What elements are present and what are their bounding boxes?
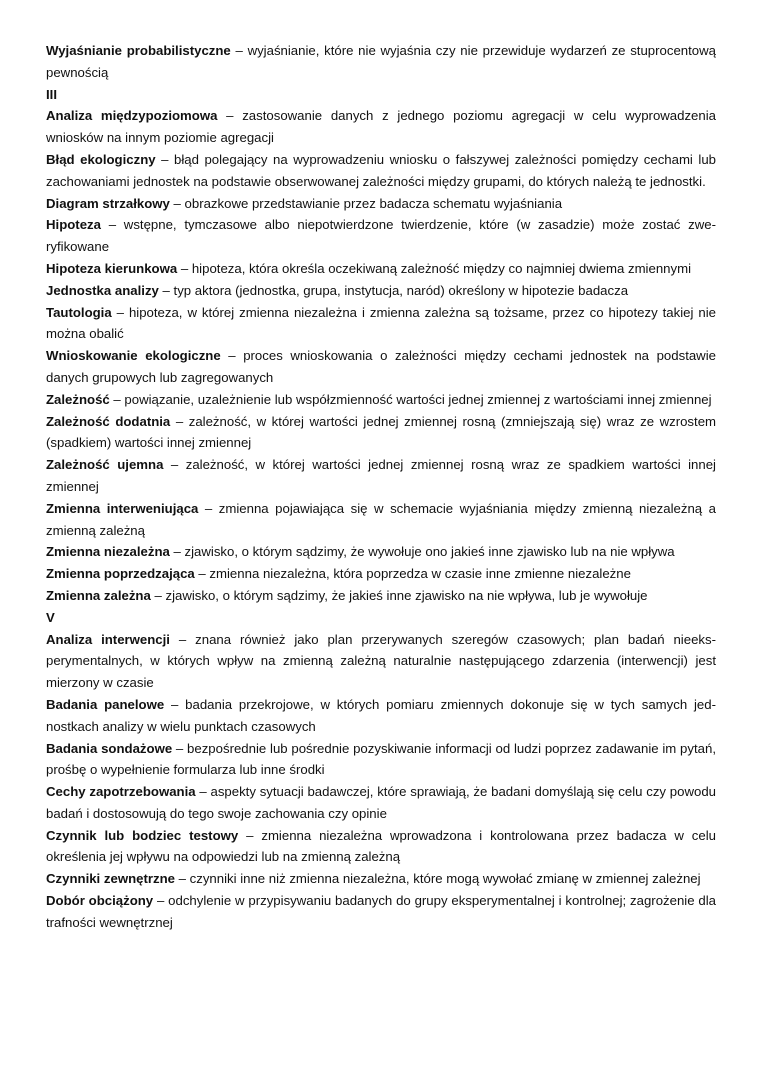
glossary-definition: – zależność, w której wartości jednej zmiennej rosną (zmniejszają się) wraz ze wzrostem (spadkiem) wartości innej zmiennej bbox=[46, 413, 717, 451]
glossary-entry bbox=[46, 214, 716, 258]
glossary-term: Jednostka analizy bbox=[46, 282, 159, 298]
glossary-definition: – zjawisko, o którym sądzimy, że wywołuje ono jakieś inne zjawisko lub na nie wpływa bbox=[169, 544, 675, 560]
glossary-entry bbox=[46, 280, 716, 302]
glossary-definition: – typ aktora (jednostka, grupa, instytucja, naród) określony w hipotezie badacza bbox=[158, 282, 629, 298]
glossary-term: Badania sondażowe bbox=[46, 740, 173, 756]
glossary-definition: – badania przekrojowe, w których pomiaru zmiennych dokonuje się w tych samych jednostkach analizy w wielu punktach czasowych bbox=[46, 696, 716, 734]
glossary-entry bbox=[46, 825, 716, 869]
glossary-definition: – hipoteza, która określa oczekiwaną zależność między co najmniej dwiema zmiennymi bbox=[177, 260, 691, 276]
glossary-term: Diagram strzałkowy bbox=[46, 195, 170, 211]
glossary-term: Zmienna interweniująca bbox=[46, 500, 199, 516]
glossary-term: Zmienna niezależna bbox=[46, 544, 170, 560]
glossary-entry bbox=[46, 193, 716, 215]
glossary-entry bbox=[46, 345, 716, 389]
glossary-definition: – powiązanie, uzależnienie lub współzmienność wartości jednej zmiennej z wartościami innej zmiennej bbox=[109, 391, 712, 407]
glossary-entry bbox=[46, 868, 716, 890]
glossary-entry bbox=[46, 781, 716, 825]
glossary-definition: – hipoteza, w której zmienna niezależna i zmienna zależna są tożsame, przez co hipotezy takiej nie można obalić bbox=[46, 304, 716, 342]
glossary-entry bbox=[46, 890, 716, 934]
glossary-term: Badania panelowe bbox=[46, 696, 165, 712]
glossary-term: Zmienna zależna bbox=[46, 587, 151, 603]
glossary-term: Zależność bbox=[46, 391, 110, 407]
glossary-page bbox=[46, 40, 716, 934]
glossary-definition: – błąd polegający na wyprowadzeniu wniosku o fałszywej zależności pomiędzy cechami lub zachowaniami jednostek na podstawie obserwowanej zależności między grupami, do których należą te jednostki. bbox=[46, 151, 716, 189]
glossary-term: Tautologia bbox=[46, 304, 112, 320]
glossary-definition: – obrazkowe przedstawianie przez badacza schematu wyjaśniania bbox=[169, 195, 563, 211]
glossary-term: Zmienna poprzedzająca bbox=[46, 566, 195, 582]
glossary-entry bbox=[46, 541, 716, 563]
glossary-definition: – wyjaśnianie, które nie wyjaśnia czy nie przewiduje wydarzeń ze stuprocentową pewnością bbox=[46, 43, 716, 80]
glossary-definition: – zmienna pojawiająca się w schemacie wyjaśniania między zmienną niezależną a zmienną zależną bbox=[46, 500, 716, 538]
glossary-term: Dobór obciążony bbox=[46, 893, 154, 909]
glossary-definition: – wstępne, tymczasowe albo niepotwierdzone twierdzenie, które (w zasadzie) może zostać zweryfikowane bbox=[46, 217, 716, 255]
glossary-entry bbox=[46, 629, 716, 694]
glossary-term: Cechy zapotrzebowania bbox=[46, 784, 196, 800]
glossary-definition: – zależność, w której wartości jednej zmiennej rosną wraz ze spadkiem wartości innej zmiennej bbox=[46, 457, 716, 494]
glossary-entry bbox=[46, 149, 716, 193]
glossary-term: Czynniki zewnętrzne bbox=[46, 871, 175, 887]
glossary-definition: – zmienna niezależna, która poprzedza w czasie inne zmienne niezależne bbox=[194, 566, 631, 582]
glossary-term: Błąd ekologiczny bbox=[46, 151, 156, 167]
glossary-entry bbox=[46, 411, 716, 455]
glossary-term: Hipoteza kierunkowa bbox=[46, 260, 178, 276]
glossary-definition: – czynniki inne niż zmienna niezależna, które mogą wywołać zmianę w zmiennej zależnej bbox=[174, 871, 701, 887]
glossary-term: Zależność ujemna bbox=[46, 457, 164, 473]
glossary-term: Analiza międzypoziomowa bbox=[46, 108, 218, 124]
glossary-term: Zależność dodatnia bbox=[46, 413, 171, 429]
glossary-definition: – znana również jako plan przerywanych szeregów czasowych; plan badań nieeksperymentalnych, w których wpływ na zmienną zależną naturalnie następującego zdarzenia (interwencji) jest mierzony w czasie bbox=[46, 631, 716, 691]
glossary-term: Analiza interwencji bbox=[46, 631, 170, 647]
glossary-entry bbox=[46, 105, 716, 149]
glossary-entry bbox=[46, 694, 716, 738]
glossary-definition: – zjawisko, o którym sądzimy, że jakieś inne zjawisko na nie wpływa, lub je wywołuje bbox=[150, 587, 648, 603]
glossary-term: Czynnik lub bodziec testowy bbox=[46, 827, 239, 843]
glossary-entry bbox=[46, 454, 716, 498]
glossary-term: Wyjaśnianie probabilistyczne bbox=[46, 43, 231, 58]
glossary-term: Hipoteza bbox=[46, 217, 101, 233]
glossary-entry bbox=[46, 258, 716, 280]
glossary-entry bbox=[46, 389, 716, 411]
glossary-definition: – aspekty sytuacji badawczej, które sprawiają, że badani domyślają się celu czy powodu badań i dostosowują do tego swoje zachowania czy opinie bbox=[46, 784, 716, 821]
glossary-definition: – zastosowanie danych z jednego poziomu agregacji w celu wyprowadzenia wniosków na innym poziomie agregacji bbox=[46, 108, 716, 146]
glossary-entry bbox=[46, 40, 716, 84]
glossary-term: Wnioskowanie ekologiczne bbox=[46, 348, 221, 364]
glossary-entry bbox=[46, 563, 716, 585]
glossary-entry bbox=[46, 302, 716, 346]
glossary-entry bbox=[46, 498, 716, 542]
section-heading: III bbox=[46, 86, 57, 102]
glossary-definition: – zmienna niezależna wprowadzona i kontrolowana przez badacza w celu określenia jej wpływu na odpowiedzi lub na zmienną zależną bbox=[46, 827, 716, 865]
glossary-definition: – bezpośrednie lub pośrednie pozyskiwanie informacji od ludzi poprzez zadawanie im pytań, prośbę o wypełnienie formularza lub inne środki bbox=[46, 740, 716, 778]
glossary-entry bbox=[46, 738, 716, 782]
glossary-definition: – proces wnioskowania o zależności między cechami jednostek na podstawie danych grupowych lub zagregowanych bbox=[46, 348, 716, 385]
glossary-entry bbox=[46, 585, 716, 607]
section-heading: V bbox=[46, 609, 55, 625]
glossary-definition: – odchylenie w przypisywaniu badanych do grupy eksperymentalnej i kontrolnej; zagrożenie dla trafności wewnętrznej bbox=[46, 893, 716, 930]
